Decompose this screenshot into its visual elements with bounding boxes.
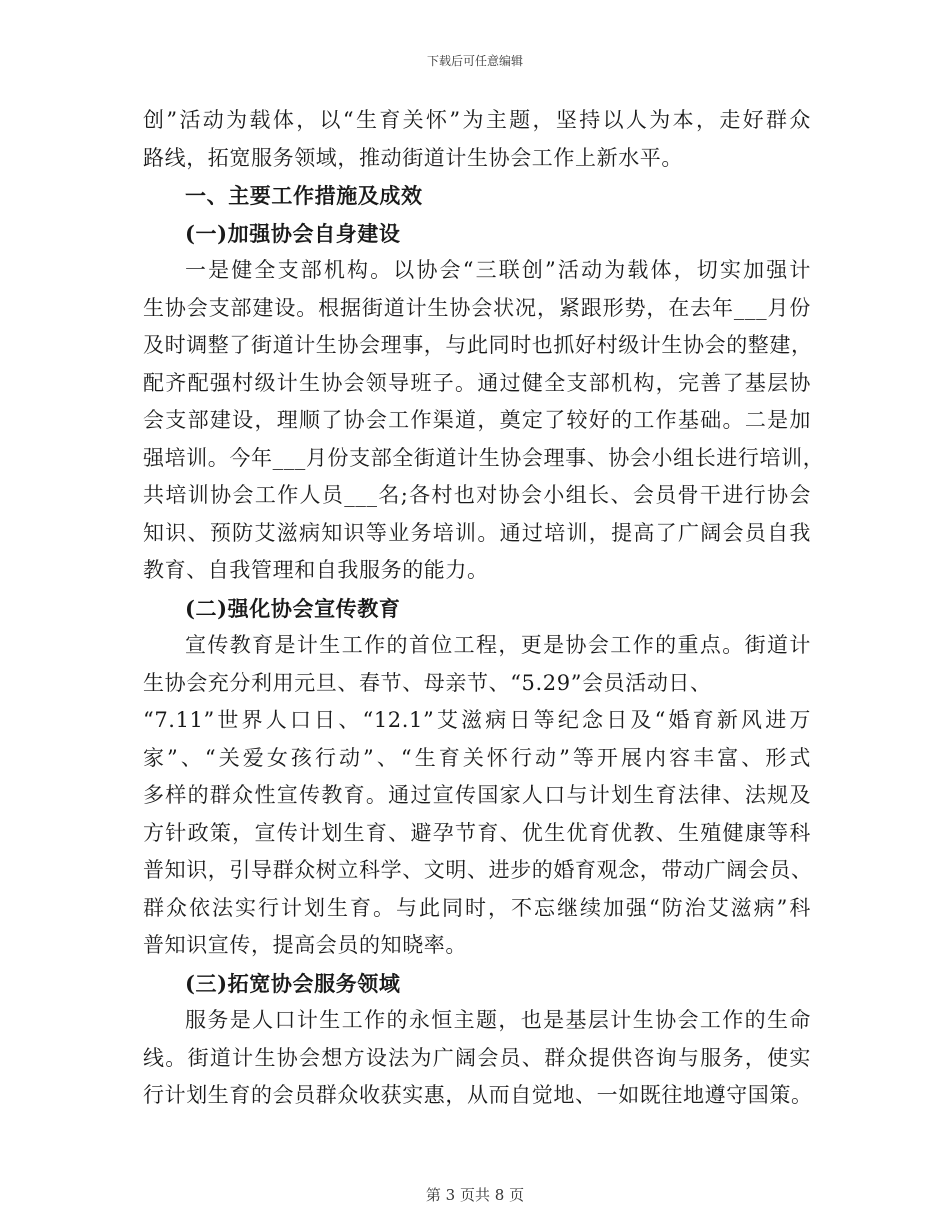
- body-line: “7.11”世界人口日、“12.1”艾滋病日等纪念日及“婚育新风进万: [143, 708, 811, 732]
- body-line: 会支部建设，理顺了协会工作渠道，奠定了较好的工作基础。二是加: [143, 408, 811, 432]
- body-line: 配齐配强村级计生协会领导班子。通过健全支部机构，完善了基层协: [143, 370, 811, 395]
- body-line: 宣传教育是计生工作的首位工程，更是协会工作的重点。街道计: [185, 633, 811, 657]
- body-line: 多样的群众性宣传教育。通过宣传国家人口与计划生育法律、法规及: [143, 783, 811, 807]
- body-line: 线。街道计生协会想方设法为广阔会员、群众提供咨询与服务，使实: [143, 1045, 811, 1070]
- document-body: [143, 102, 825, 1115]
- body-line: 生协会支部建设。根据街道计生协会状况，紧跟形势，在去年___月份: [143, 295, 811, 320]
- body-line: 创”活动为载体，以“生育关怀”为主题，坚持以人为本，走好群众: [143, 108, 811, 132]
- page-header: 下载后可任意编辑: [426, 54, 523, 68]
- subsection-heading: (二)强化协会宣传教育: [185, 595, 401, 621]
- body-line: 路线，拓宽服务领域，推动街道计生协会工作上新水平。: [143, 145, 683, 170]
- body-line: 普知识，引导群众树立科学、文明、进步的婚育观念，带动广阔会员、: [143, 858, 813, 882]
- body-line: 家”、“关爱女孩行动”、“生育关怀行动”等开展内容丰富、形式: [143, 745, 811, 770]
- subsection-heading: (一)加强协会自身建设: [185, 220, 401, 246]
- body-line: 群众依法实行计划生育。与此同时，不忘继续加强“防治艾滋病”科: [143, 895, 811, 920]
- body-line: 方针政策，宣传计划生育、避孕节育、优生优育优教、生殖健康等科: [143, 820, 811, 845]
- body-line: 强培训。今年___月份支部全街道计生协会理事、协会小组长进行培训，: [143, 445, 825, 470]
- subsection-heading: (三)拓宽协会服务领域: [185, 970, 401, 996]
- body-line: 知识、预防艾滋病知识等业务培训。通过培训，提高了广阔会员自我: [143, 520, 811, 545]
- body-line: 教育、自我管理和自我服务的能力。: [143, 558, 489, 582]
- body-line: 行计划生育的会员群众收获实惠，从而自觉地、一如既往地遵守国策。: [143, 1083, 813, 1107]
- body-line: 普知识宣传，提高会员的知晓率。: [143, 933, 467, 957]
- page-footer: 第 3 页共 8 页: [425, 1186, 525, 1204]
- section-heading: 一、主要工作措施及成效: [185, 183, 423, 208]
- body-line: 及时调整了街道计生协会理事，与此同时也抓好村级计生协会的整建，: [143, 333, 813, 357]
- body-line: 一是健全支部机构。以协会“三联创”活动为载体，切实加强计: [185, 258, 811, 282]
- body-line: 生协会充分利用元旦、春节、母亲节、“5.29”会员活动日、: [143, 670, 712, 695]
- body-line: 共培训协会工作人员___名;各村也对协会小组长、会员骨干进行协会: [143, 483, 811, 507]
- body-line: 服务是人口计生工作的永恒主题，也是基层计生协会工作的生命: [185, 1008, 811, 1032]
